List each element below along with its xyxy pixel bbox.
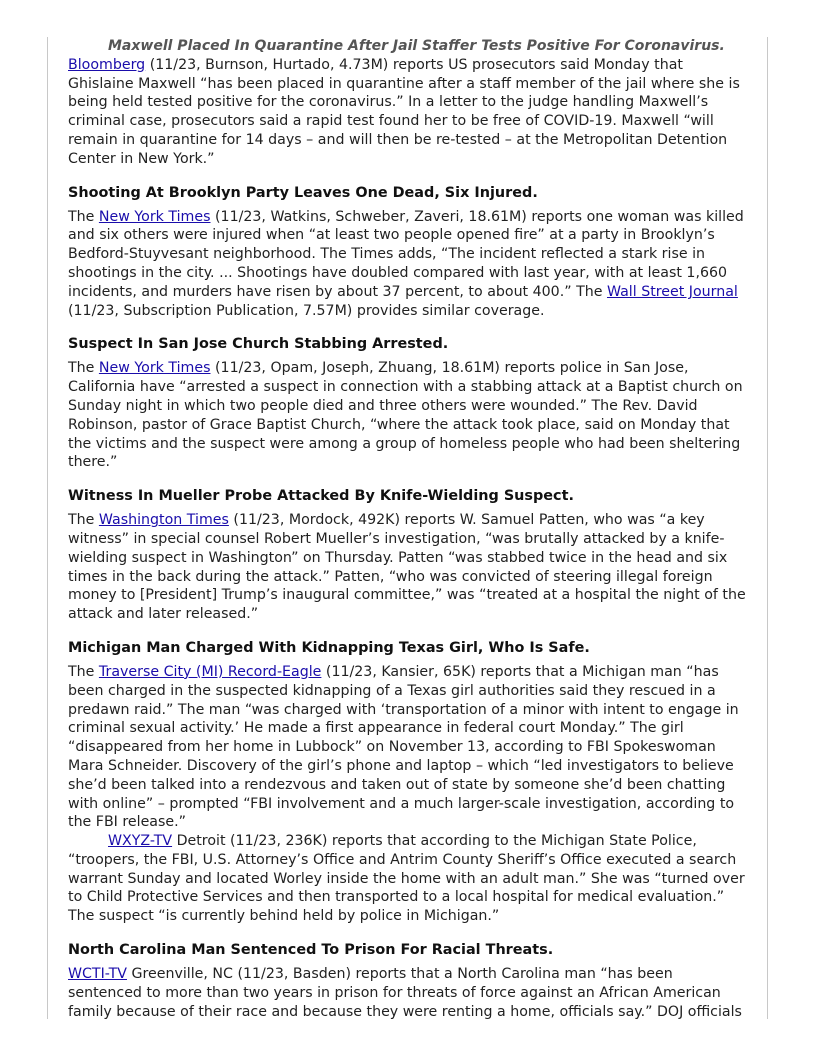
article-paragraph — [68, 359, 747, 472]
source-link-record-eagle[interactable]: Traverse City (MI) Record-Eagle — [98, 663, 322, 680]
article-title: Witness In Mueller Probe Attacked By Knife-Wielding Suspect. — [68, 488, 574, 505]
paragraph-text: The — [68, 208, 99, 225]
article-maxwell — [68, 37, 747, 169]
article-title: North Carolina Man Sentenced To Prison For Racial Threats. — [68, 942, 554, 959]
source-link-wcti[interactable]: WCTI-TV — [68, 966, 127, 983]
article-paragraph — [68, 56, 747, 169]
article-title: Shooting At Brooklyn Party Leaves One Dead, Six Injured. — [68, 184, 538, 201]
article-paragraph — [68, 965, 747, 1019]
paragraph-text: (11/23, Opam, Joseph, Zhuang, 18.61M) reports police in San Jose, California have “arrested a suspect in connection with a stabbing attack at a Baptist church on Sunday night in which two people died and three others were wounded.” The Rev. David Robinson, pastor of Grace Baptist Church, “where the attack took place, said on Monday that the victims and the suspect were among a group of homeless people who had been sheltering there.” — [68, 360, 743, 471]
article-paragraph — [68, 832, 747, 926]
source-link-wsj[interactable]: Wall Street Journal — [606, 283, 738, 300]
article-san-jose-stabbing — [68, 334, 747, 472]
article-michigan-kidnapping — [68, 638, 747, 926]
article-title: Suspect In San Jose Church Stabbing Arrested. — [68, 336, 449, 353]
article-nc-racial-threats — [68, 940, 747, 1019]
paragraph-text: (11/23, Burnson, Hurtado, 4.73M) reports US prosecutors said Monday that Ghislaine Maxwell “has been placed in quarantine after a staff member of the jail where she is being held tested positive for the coronavirus.” In a letter to the judge handling Maxwell’s criminal case, prosecutors said a rapid test found her to be free of COVID-19. Maxwell “will remain in quarantine for 14 days – and will then be re-tested – at the Metropolitan Detention Center in New York.” — [68, 56, 740, 167]
source-link-nyt[interactable]: New York Times — [98, 208, 211, 225]
article-paragraph — [68, 208, 747, 321]
article-paragraph — [68, 663, 747, 832]
article-brooklyn-shooting — [68, 183, 747, 321]
paragraph-text: The — [68, 663, 99, 680]
source-link-nyt[interactable]: New York Times — [98, 360, 211, 377]
paragraph-text: Detroit (11/23, 236K) reports that according to the Michigan State Police, “troopers, the FBI, U.S. Attorney’s Office and Antrim County Sheriff’s Office executed a search warrant Sunday and located Worley inside the home with an adult man.” She was “turned over to Child Protective Services and then transported to a local hospital for medical evaluation.” The suspect “is currently behind held by police in Michigan.” — [68, 833, 745, 925]
source-link-bloomberg[interactable]: Bloomberg — [68, 56, 146, 73]
article-mueller-witness — [68, 486, 747, 624]
article-title: Maxwell Placed In Quarantine After Jail Staffer Tests Positive For Coronavirus. — [108, 38, 725, 54]
paragraph-text: (11/23, Watkins, Schweber, Zaveri, 18.61M) reports one woman was killed and six others were injured when “at least two people opened fire” at a party in Brooklyn’s Bedford-Stuyvesant neighborhood. The Times adds, “The incident reflected a stark rise in shootings in the city. ... Shootings have doubled compared with last year, with at least 1,660 incidents, and murders have risen by about 37 percent, to about 400.” The — [68, 208, 744, 300]
paragraph-text: The — [68, 512, 99, 529]
article-paragraph — [68, 511, 747, 624]
paragraph-text: Greenville, NC (11/23, Basden) reports that a North Carolina man “has been sentenced to more than two years in prison for threats of force against an African American family because of their race and because they were renting a home, officials say.” DOJ officials — [68, 966, 742, 1019]
source-link-washington-times[interactable]: Washington Times — [98, 512, 229, 529]
document-content — [68, 37, 747, 1019]
paragraph-text: (11/23, Mordock, 492K) reports W. Samuel Patten, who was “a key witness” in special counsel Robert Mueller’s investigation, “was brutally attacked by a knife-wielding suspect in Washington” on Thursday. Patten “was stabbed twice in the head and six times in the back during the attack.” Patten, “who was convicted of steering illegal foreign money to [President] Trump’s inaugural committee,” was “treated at a hospital the night of the attack and later released.” — [68, 512, 746, 623]
paragraph-text: (11/23, Subscription Publication, 7.57M) provides similar coverage. — [68, 302, 545, 319]
document-page — [47, 37, 768, 1019]
article-title: Michigan Man Charged With Kidnapping Texas Girl, Who Is Safe. — [68, 639, 590, 656]
source-link-wxyz[interactable]: WXYZ-TV — [108, 833, 173, 850]
paragraph-text: (11/23, Kansier, 65K) reports that a Michigan man “has been charged in the suspected kidnapping of a Texas girl authorities said they rescued in a predawn raid.” The man “was charged with ‘transportation of a minor with intent to engage in criminal sexual activity.’ He made a first appearance in federal court Monday.” The girl “disappeared from her home in Lubbock” on November 13, according to FBI Spokeswoman Mara Schneider. Discovery of the girl’s phone and laptop – which “led investigators to believe she’d been talked into a rendezvous and taken out of state by someone she’d been chatting with online” – prompted “FBI involvement and a much larger-scale investigation, according to the FBI release.” — [68, 663, 739, 831]
paragraph-text: The — [68, 360, 99, 377]
